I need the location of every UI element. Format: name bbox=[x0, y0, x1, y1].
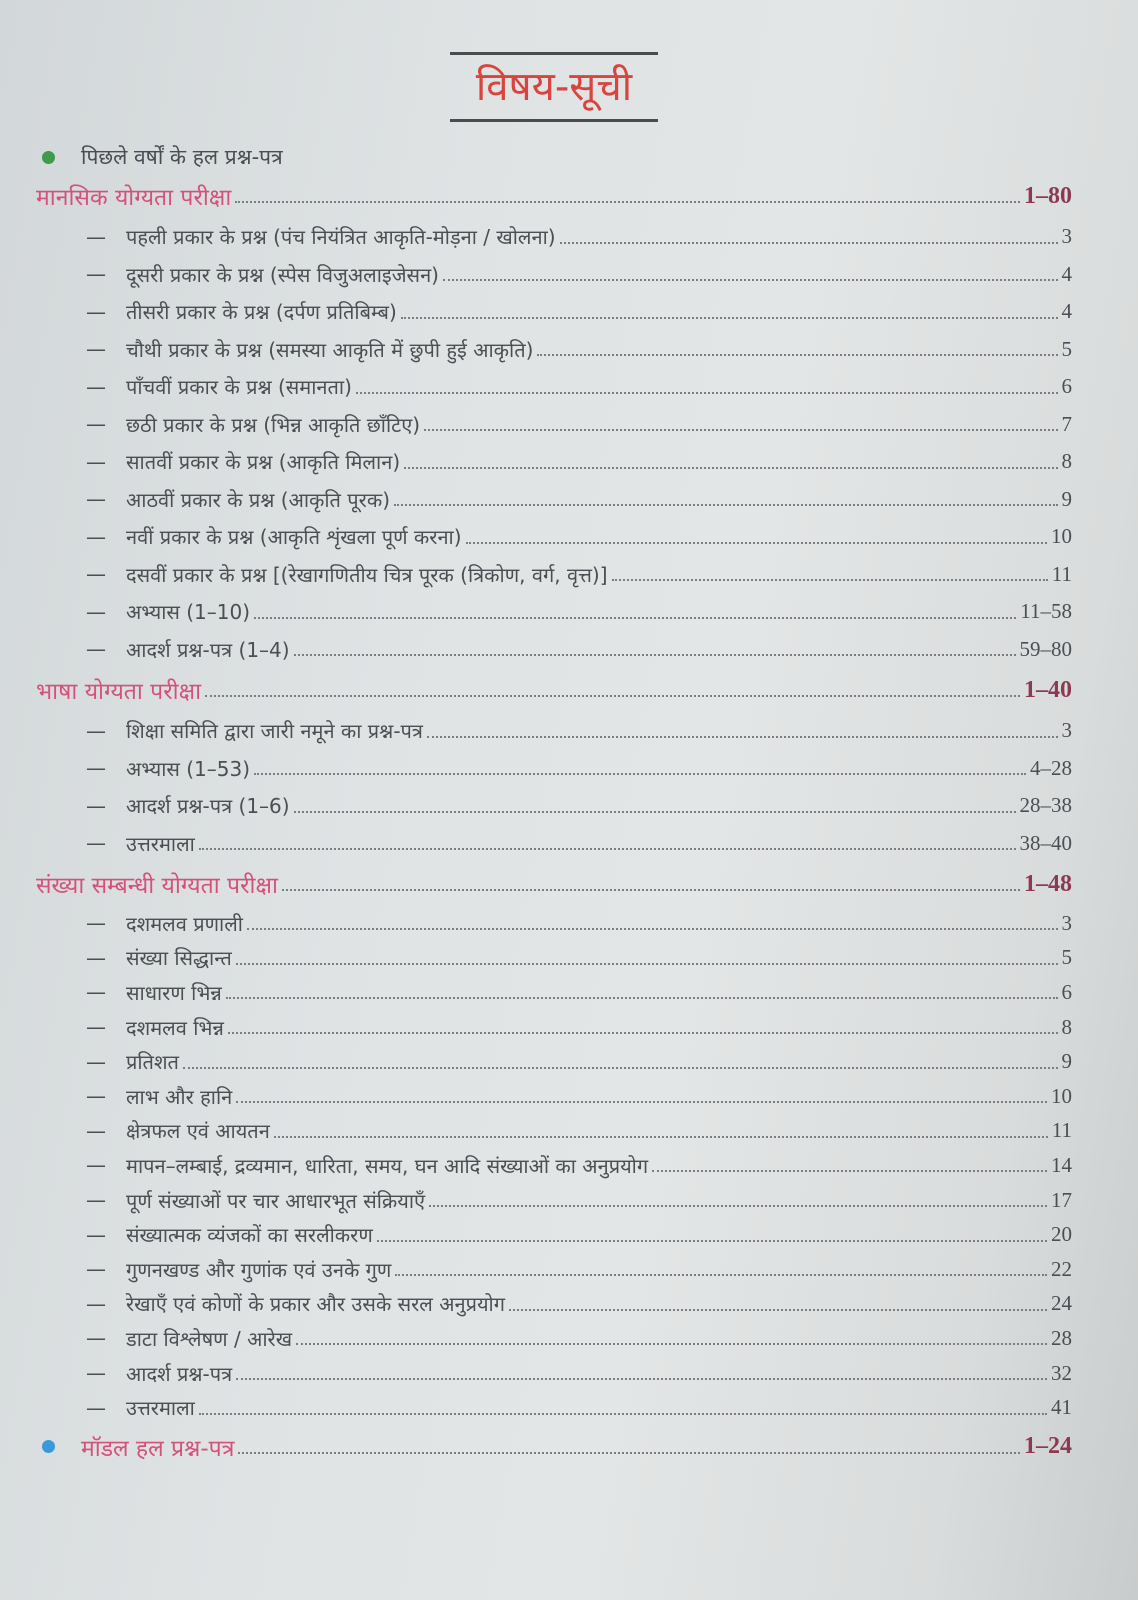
dot-leader bbox=[296, 1343, 1047, 1345]
toc-item-page: 3 bbox=[1061, 224, 1072, 249]
toc-item[interactable] bbox=[36, 481, 1072, 519]
toc-item-label: साधारण भिन्न bbox=[126, 980, 222, 1005]
section-title: मानसिक योग्यता परीक्षा bbox=[36, 185, 232, 211]
toc-item-page: 9 bbox=[1061, 1049, 1072, 1074]
toc-item-label: आदर्श प्रश्न-पत्र (1–6) bbox=[126, 794, 290, 819]
title-bottom-rule bbox=[450, 119, 658, 122]
toc-item-page: 9 bbox=[1061, 486, 1072, 511]
toc-item-label: दशमलव भिन्न bbox=[126, 1015, 224, 1040]
dash-marker: — bbox=[86, 1049, 106, 1074]
toc-item-label: दशमलव प्रणाली bbox=[126, 911, 243, 936]
toc-item-label: रेखाएँ एवं कोणों के प्रकार और उसके सरल अनुप्रयोग bbox=[126, 1292, 505, 1317]
dot-leader bbox=[226, 997, 1058, 999]
dash-marker: — bbox=[86, 637, 106, 662]
dash-marker: — bbox=[86, 337, 106, 362]
toc-item-page: 22 bbox=[1051, 1256, 1072, 1281]
toc-item[interactable] bbox=[36, 825, 1072, 863]
toc-item-label: तीसरी प्रकार के प्रश्न (दर्पण प्रतिबिम्ब) bbox=[126, 300, 397, 325]
toc-section[interactable] bbox=[36, 174, 1072, 218]
toc-item[interactable] bbox=[36, 712, 1072, 750]
toc-item-label: आठवीं प्रकार के प्रश्न (आकृति पूरक) bbox=[126, 487, 391, 512]
toc-item-page: 6 bbox=[1061, 374, 1072, 399]
toc-item-page: 28 bbox=[1051, 1325, 1072, 1350]
toc-item-page: 4 bbox=[1061, 261, 1072, 286]
previous-years-heading bbox=[36, 140, 1072, 174]
dot-leader bbox=[424, 429, 1057, 431]
dot-leader bbox=[199, 1413, 1047, 1415]
toc-item-page: 11 bbox=[1051, 1118, 1072, 1143]
dash-marker: — bbox=[86, 1153, 106, 1178]
toc-item-label: अभ्यास (1–53) bbox=[126, 756, 251, 781]
dot-leader bbox=[537, 354, 1057, 356]
dot-leader bbox=[235, 201, 1020, 203]
dot-leader bbox=[282, 889, 1020, 891]
toc-item-label: उत्तरमाला bbox=[126, 831, 195, 856]
toc-section[interactable] bbox=[36, 862, 1072, 906]
dot-leader bbox=[294, 654, 1016, 656]
toc-item-page: 6 bbox=[1061, 979, 1072, 1004]
dot-leader bbox=[612, 579, 1048, 581]
dot-leader bbox=[236, 963, 1058, 965]
toc-item-label: छठी प्रकार के प्रश्न (भिन्न आकृति छाँटिए) bbox=[126, 412, 421, 437]
dash-marker: — bbox=[86, 980, 106, 1005]
toc-item-label: नवीं प्रकार के प्रश्न (आकृति शृंखला पूर्ण करना) bbox=[126, 525, 462, 550]
toc-item-label: संख्या सिद्धान्त bbox=[126, 946, 232, 971]
toc-item-label: पूर्ण संख्याओं पर चार आधारभूत संक्रियाएँ bbox=[126, 1188, 426, 1213]
toc-item-label: आदर्श प्रश्न-पत्र bbox=[126, 1361, 233, 1386]
dot-leader bbox=[377, 1240, 1047, 1242]
toc-item-label: शिक्षा समिति द्वारा जारी नमूने का प्रश्न-पत्र bbox=[126, 719, 423, 744]
toc-item-page: 7 bbox=[1061, 411, 1072, 436]
dot-leader bbox=[274, 1136, 1048, 1138]
toc-item-label: मापन–लम्बाई, द्रव्यमान, धारिता, समय, घन आदि संख्याओं का अनुप्रयोग bbox=[126, 1153, 649, 1178]
green-bullet-icon bbox=[42, 151, 55, 164]
toc-item-label: डाटा विश्लेषण / आरेख bbox=[126, 1326, 293, 1351]
dash-marker: — bbox=[86, 599, 106, 624]
blue-bullet-icon bbox=[42, 1440, 55, 1453]
toc-item-page: 28–38 bbox=[1019, 793, 1072, 818]
toc-item[interactable] bbox=[36, 556, 1072, 594]
dot-leader bbox=[254, 617, 1016, 619]
dot-leader bbox=[509, 1309, 1047, 1311]
toc-item[interactable] bbox=[36, 1252, 1072, 1287]
page-title: विषय-सूची bbox=[475, 64, 633, 110]
toc-item-page: 11 bbox=[1051, 561, 1072, 586]
section-title: भाषा योग्यता परीक्षा bbox=[36, 679, 202, 705]
toc-item[interactable] bbox=[36, 1114, 1072, 1149]
dash-marker: — bbox=[86, 1257, 106, 1282]
dash-marker: — bbox=[86, 831, 106, 856]
toc-item[interactable] bbox=[36, 631, 1072, 669]
dot-leader bbox=[294, 811, 1016, 813]
dash-marker: — bbox=[86, 487, 106, 512]
toc-item[interactable] bbox=[36, 256, 1072, 294]
toc-item-label: दूसरी प्रकार के प्रश्न (स्पेस विजुअलाइजेसन) bbox=[126, 262, 439, 287]
toc-item-page: 8 bbox=[1061, 1014, 1072, 1039]
dot-leader bbox=[466, 542, 1047, 544]
toc-item-label: संख्यात्मक व्यंजकों का सरलीकरण bbox=[126, 1223, 373, 1248]
toc-item[interactable] bbox=[36, 787, 1072, 825]
toc-item[interactable] bbox=[36, 1079, 1072, 1114]
dash-marker: — bbox=[86, 1118, 106, 1143]
toc-item-label: पहली प्रकार के प्रश्न (पंच नियंत्रित आकृति-मोड़ना / खोलना) bbox=[126, 225, 556, 250]
toc-item-label: दसवीं प्रकार के प्रश्न [(रेखागणितीय चित्र पूरक (त्रिकोण, वर्ग, वृत्त)] bbox=[126, 562, 608, 587]
toc-item-page: 4–28 bbox=[1030, 755, 1072, 780]
dash-marker: — bbox=[86, 1015, 106, 1040]
toc-item-label: क्षेत्रफल एवं आयतन bbox=[126, 1119, 270, 1144]
dash-marker: — bbox=[86, 562, 106, 587]
toc-item-label: अभ्यास (1–10) bbox=[126, 600, 251, 625]
toc-item[interactable] bbox=[36, 331, 1072, 369]
section-pages: 1–40 bbox=[1024, 676, 1072, 703]
dash-marker: — bbox=[86, 1326, 106, 1351]
dash-marker: — bbox=[86, 262, 106, 287]
toc-item[interactable] bbox=[36, 1321, 1072, 1356]
toc-item[interactable] bbox=[36, 1287, 1072, 1322]
toc-item-page: 11–58 bbox=[1020, 599, 1072, 624]
toc-item-page: 10 bbox=[1051, 524, 1072, 549]
dot-leader bbox=[401, 317, 1058, 319]
toc-item[interactable] bbox=[36, 1010, 1072, 1045]
toc-item[interactable] bbox=[36, 906, 1072, 941]
model-papers-label: मॉडल हल प्रश्न-पत्र bbox=[81, 1435, 235, 1462]
dash-marker: — bbox=[86, 1361, 106, 1386]
toc-item-page: 3 bbox=[1061, 718, 1072, 743]
dash-marker: — bbox=[86, 412, 106, 437]
toc-item-page: 32 bbox=[1051, 1360, 1072, 1385]
previous-years-label: पिछले वर्षों के हल प्रश्न-पत्र bbox=[81, 145, 283, 169]
dash-marker: — bbox=[86, 1084, 106, 1109]
dot-leader bbox=[247, 928, 1058, 930]
toc-item[interactable] bbox=[36, 593, 1072, 631]
toc-item-page: 41 bbox=[1051, 1395, 1072, 1420]
toc-section[interactable] bbox=[36, 668, 1072, 712]
toc-item-label: सातवीं प्रकार के प्रश्न (आकृति मिलान) bbox=[126, 450, 401, 475]
dash-marker: — bbox=[86, 718, 106, 743]
toc-item[interactable] bbox=[36, 218, 1072, 256]
dash-marker: — bbox=[86, 1188, 106, 1213]
toc-item-label: गुणनखण्ड और गुणांक एवं उनके गुण bbox=[126, 1257, 392, 1282]
toc-item-page: 17 bbox=[1051, 1187, 1072, 1212]
model-papers-entry[interactable] bbox=[36, 1425, 1072, 1469]
section-items bbox=[36, 712, 1072, 862]
dot-leader bbox=[228, 1032, 1058, 1034]
dot-leader bbox=[205, 695, 1020, 697]
title-block bbox=[450, 52, 658, 122]
dot-leader bbox=[183, 1067, 1058, 1069]
dot-leader bbox=[560, 242, 1058, 244]
section-items bbox=[36, 906, 1072, 1425]
toc-item-label: आदर्श प्रश्न-पत्र (1–4) bbox=[126, 637, 290, 662]
toc-item-page: 5 bbox=[1061, 336, 1072, 361]
toc-item[interactable] bbox=[36, 1183, 1072, 1218]
toc-item[interactable] bbox=[36, 1148, 1072, 1183]
dash-marker: — bbox=[86, 299, 106, 324]
dot-leader bbox=[236, 1101, 1047, 1103]
toc-item[interactable] bbox=[36, 293, 1072, 331]
toc-item-page: 20 bbox=[1051, 1222, 1072, 1247]
dot-leader bbox=[238, 1452, 1020, 1454]
dot-leader bbox=[404, 467, 1057, 469]
dot-leader bbox=[427, 736, 1058, 738]
dash-marker: — bbox=[86, 449, 106, 474]
dash-marker: — bbox=[86, 1395, 106, 1420]
toc-item-page: 8 bbox=[1061, 449, 1072, 474]
toc-item-label: पाँचवीं प्रकार के प्रश्न (समानता) bbox=[126, 375, 352, 400]
dot-leader bbox=[429, 1205, 1047, 1207]
dot-leader bbox=[356, 392, 1058, 394]
section-pages: 1–48 bbox=[1024, 870, 1072, 897]
toc-item-page: 14 bbox=[1051, 1152, 1072, 1177]
dash-marker: — bbox=[86, 793, 106, 818]
toc-item[interactable] bbox=[36, 368, 1072, 406]
toc-item-label: लाभ और हानि bbox=[126, 1084, 233, 1109]
toc-item[interactable] bbox=[36, 1044, 1072, 1079]
dash-marker: — bbox=[86, 224, 106, 249]
model-papers-pages: 1–24 bbox=[1024, 1433, 1072, 1460]
section-title: संख्या सम्बन्धी योग्यता परीक्षा bbox=[36, 873, 278, 899]
toc-item-page: 3 bbox=[1061, 910, 1072, 935]
table-of-contents bbox=[36, 140, 1072, 1469]
dot-leader bbox=[395, 1274, 1047, 1276]
dash-marker: — bbox=[86, 374, 106, 399]
dash-marker: — bbox=[86, 756, 106, 781]
toc-item[interactable] bbox=[36, 518, 1072, 556]
toc-item-page: 5 bbox=[1061, 945, 1072, 970]
dash-marker: — bbox=[86, 945, 106, 970]
toc-item[interactable] bbox=[36, 1217, 1072, 1252]
toc-item[interactable] bbox=[36, 406, 1072, 444]
toc-item[interactable] bbox=[36, 1390, 1072, 1425]
toc-item[interactable] bbox=[36, 1356, 1072, 1391]
toc-item-label: प्रतिशत bbox=[126, 1050, 179, 1075]
dot-leader bbox=[394, 504, 1057, 506]
section-pages: 1–80 bbox=[1024, 182, 1072, 209]
dot-leader bbox=[236, 1378, 1047, 1380]
section-items bbox=[36, 218, 1072, 668]
dash-marker: — bbox=[86, 524, 106, 549]
dash-marker: — bbox=[86, 911, 106, 936]
toc-item[interactable] bbox=[36, 443, 1072, 481]
toc-item[interactable] bbox=[36, 750, 1072, 788]
toc-item-page: 38–40 bbox=[1019, 830, 1072, 855]
toc-item-page: 24 bbox=[1051, 1291, 1072, 1316]
toc-item[interactable] bbox=[36, 975, 1072, 1010]
toc-item-page: 59–80 bbox=[1019, 636, 1072, 661]
toc-item-page: 10 bbox=[1051, 1083, 1072, 1108]
dot-leader bbox=[652, 1170, 1047, 1172]
dot-leader bbox=[199, 848, 1016, 850]
toc-item-label: चौथी प्रकार के प्रश्न (समस्या आकृति में छुपी हुई आकृति) bbox=[126, 337, 534, 362]
toc-item[interactable] bbox=[36, 941, 1072, 976]
dot-leader bbox=[443, 279, 1058, 281]
dot-leader bbox=[254, 773, 1026, 775]
dash-marker: — bbox=[86, 1222, 106, 1247]
toc-item-label: उत्तरमाला bbox=[126, 1396, 195, 1421]
toc-item-page: 4 bbox=[1061, 299, 1072, 324]
dash-marker: — bbox=[86, 1291, 106, 1316]
